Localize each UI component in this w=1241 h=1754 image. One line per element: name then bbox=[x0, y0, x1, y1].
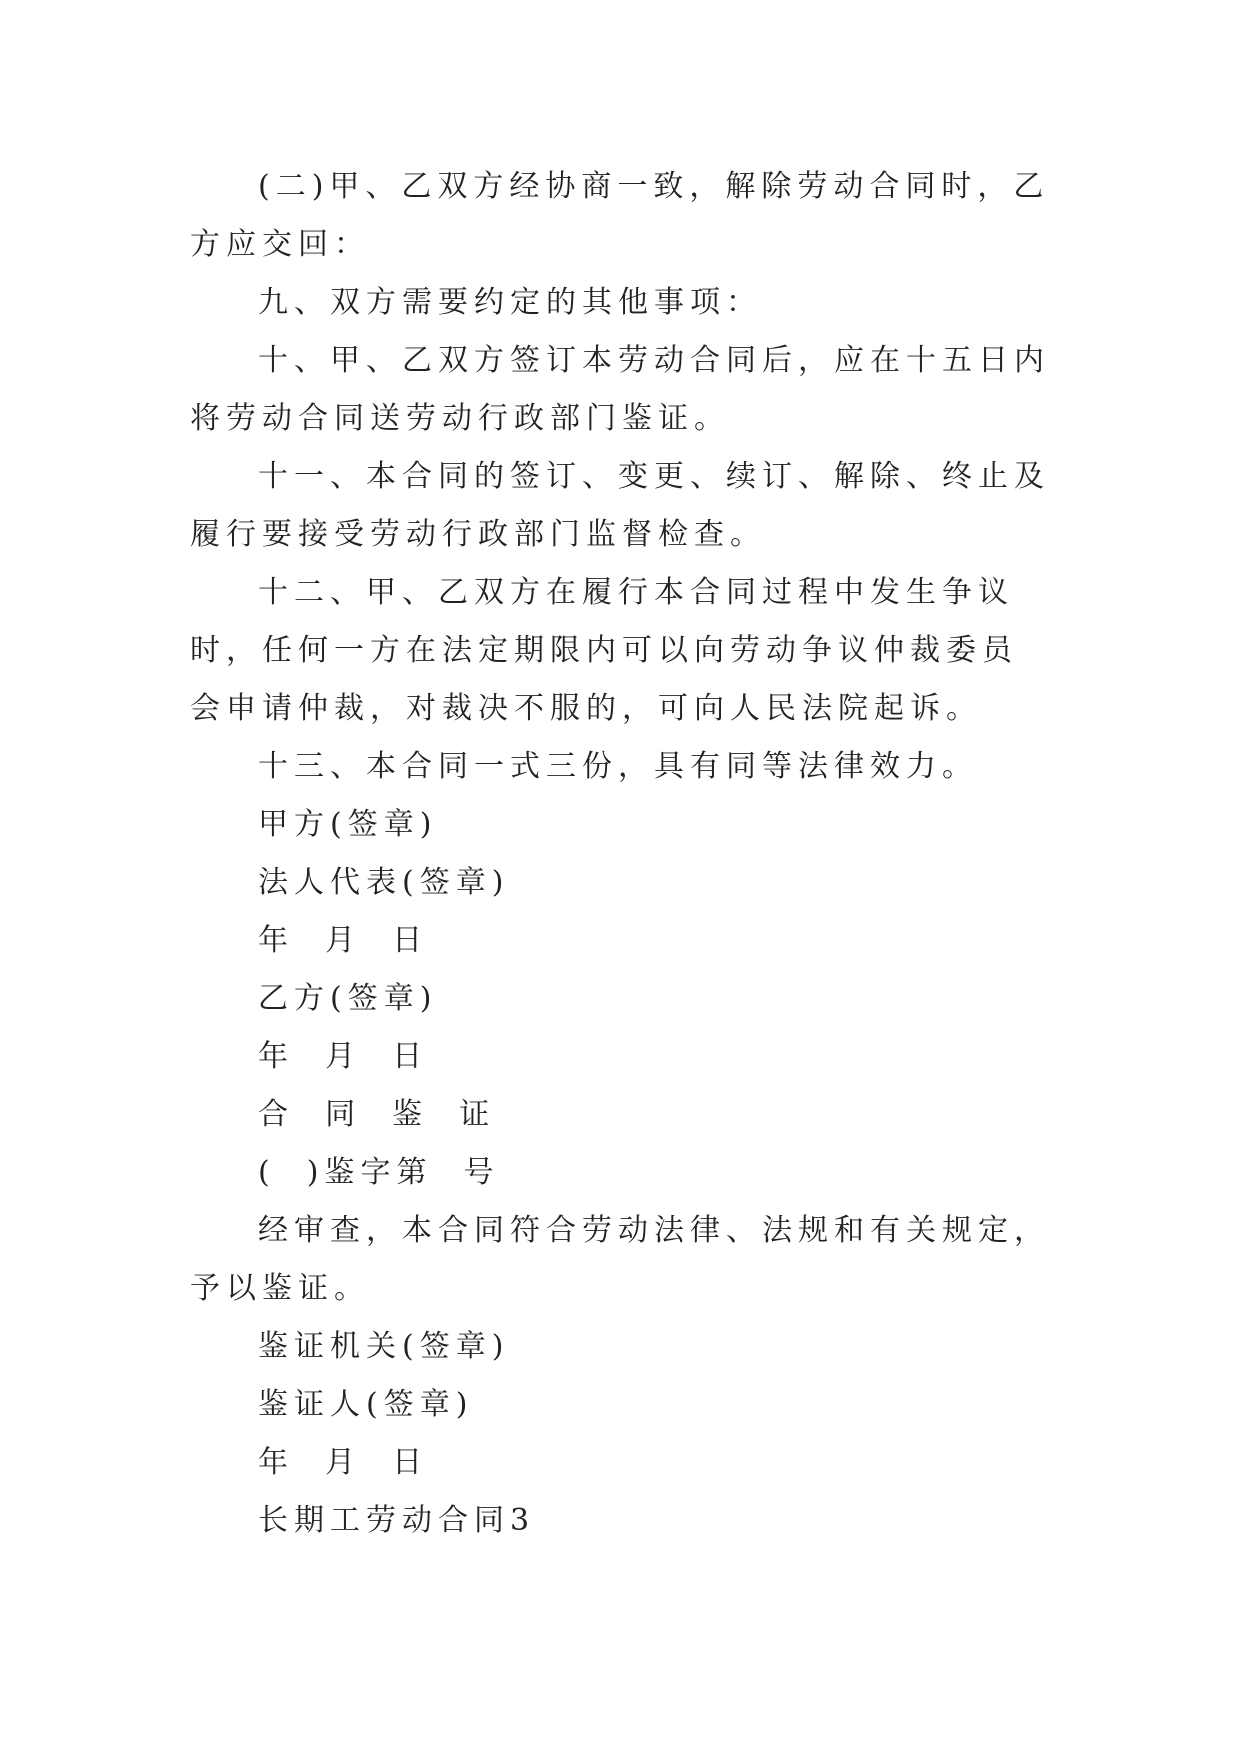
verification-number: ( )鉴字第 号 bbox=[258, 1155, 500, 1190]
verifier-signature: 鉴证人(签章) bbox=[258, 1387, 474, 1422]
party-b-signature: 乙方(签章) bbox=[258, 981, 438, 1016]
date-line-b: 年 月 日 bbox=[258, 1039, 429, 1074]
verification-date: 年 月 日 bbox=[258, 1445, 429, 1480]
clause-thirteen: 十三、本合同一式三份，具有同等法律效力。 bbox=[258, 749, 978, 784]
clause-return-items: (二)甲、乙双方经协商一致，解除劳动合同时，乙方应交回： bbox=[190, 169, 1050, 262]
legal-rep-signature: 法人代表(签章) bbox=[258, 865, 510, 900]
next-section-heading: 长期工劳动合同3 bbox=[258, 1503, 536, 1538]
verification-statement: 经审查，本合同符合劳动法律、法规和有关规定，予以鉴证。 bbox=[190, 1213, 1050, 1306]
verification-authority: 鉴证机关(签章) bbox=[258, 1329, 510, 1364]
date-line-a: 年 月 日 bbox=[258, 923, 429, 958]
document-body bbox=[190, 158, 1052, 1550]
verification-title: 合 同 鉴 证 bbox=[258, 1097, 496, 1132]
clause-twelve: 十二、甲、乙双方在履行本合同过程中发生争议时，任何一方在法定期限内可以向劳动争议仲裁委员会申请仲裁，对裁决不服的，可向人民法院起诉。 bbox=[190, 575, 1018, 726]
party-a-signature: 甲方(签章) bbox=[258, 807, 438, 842]
clause-eleven: 十一、本合同的签订、变更、续订、解除、终止及履行要接受劳动行政部门监督检查。 bbox=[190, 459, 1050, 552]
clause-ten: 十、甲、乙双方签订本劳动合同后，应在十五日内将劳动合同送劳动行政部门鉴证。 bbox=[190, 343, 1050, 436]
clause-other-matters: 九、双方需要约定的其他事项： bbox=[258, 285, 762, 320]
